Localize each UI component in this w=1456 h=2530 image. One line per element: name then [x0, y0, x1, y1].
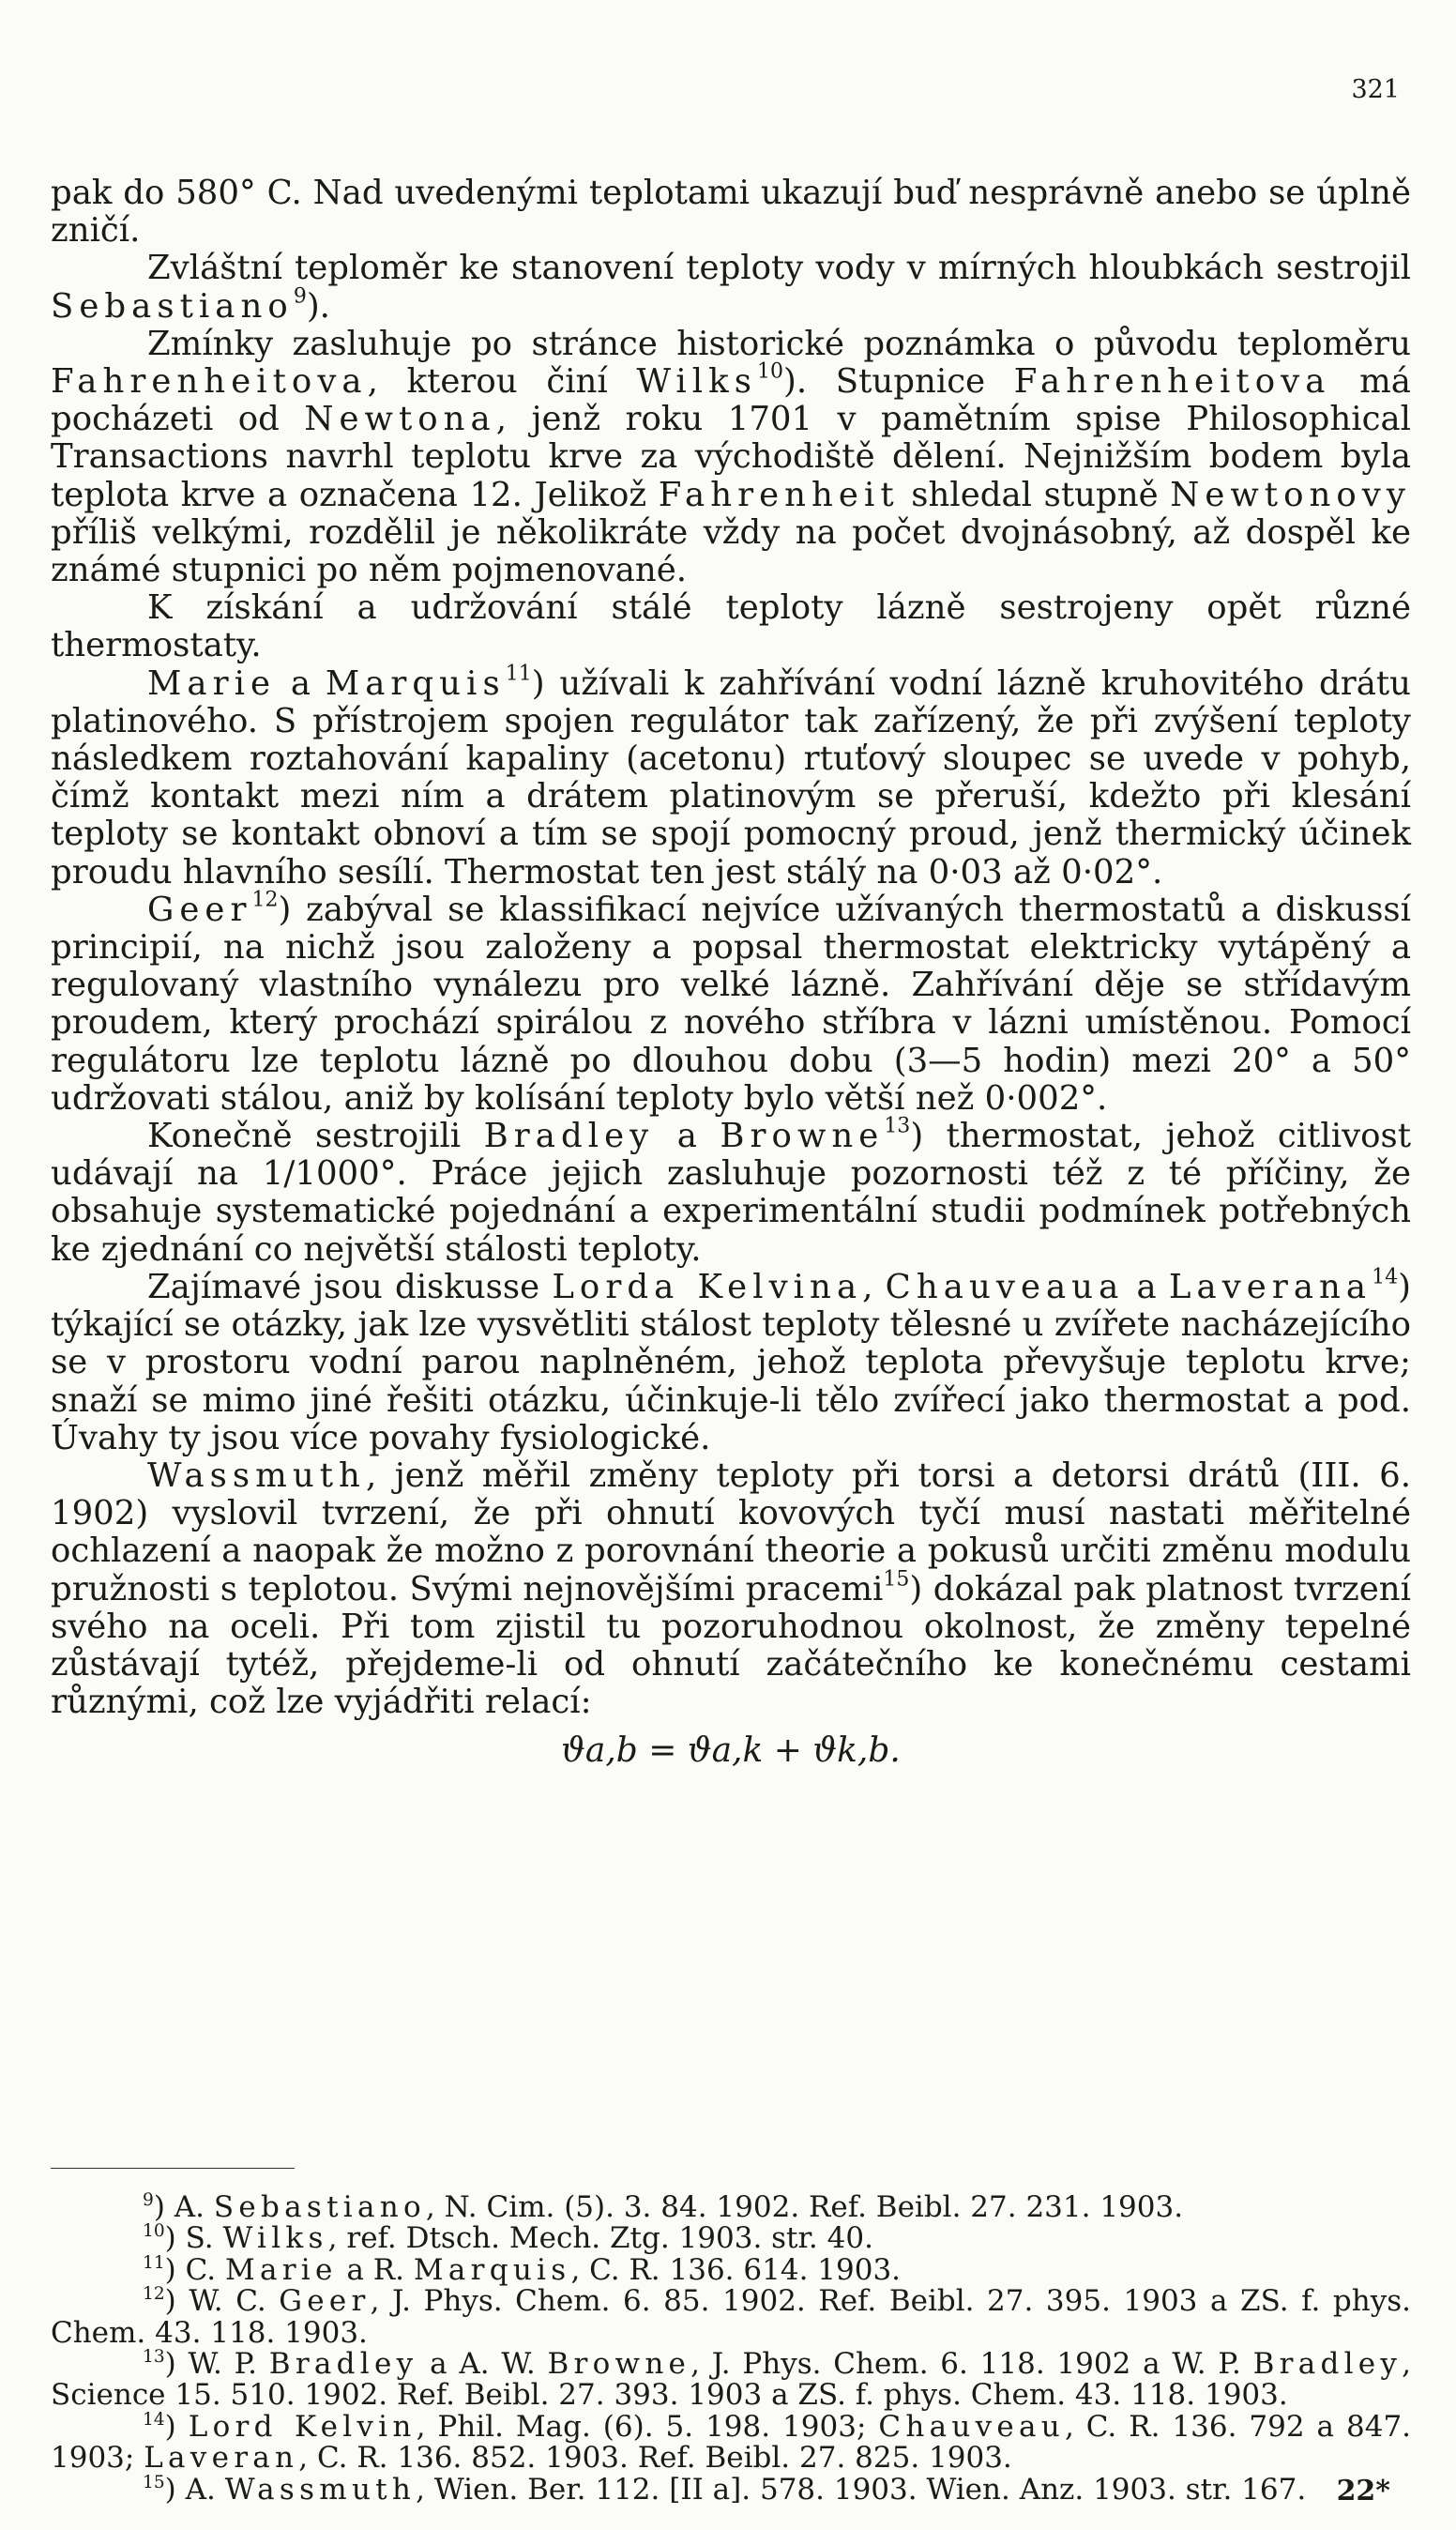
text-run: a — [654, 1117, 720, 1156]
page-number: 321 — [1351, 75, 1400, 104]
paragraph-p6 — [51, 888, 1411, 1118]
paragraph-p9 — [51, 1457, 1411, 1721]
spaced-name: Geer — [279, 2284, 371, 2319]
text-run: a R. — [337, 2252, 414, 2287]
spaced-name: Fahrenheitova — [1013, 362, 1331, 402]
text-run: W. P. — [188, 2347, 269, 2382]
footnote-11: $^{11}$) C. Marie a R. Marquis, C. R. 136. 614. 1903. — [143, 2252, 902, 2287]
footnote-number: 15 — [143, 2472, 165, 2492]
footnote-number: 9 — [143, 2189, 154, 2210]
text-run: , C. R. 136. 614. 1903. — [570, 2252, 902, 2287]
text-run: , ref. Dtsch. Mech. Ztg. 1903. str. 40. — [327, 2221, 873, 2256]
footnote-10: $^{10}$) S. Wilks, ref. Dtsch. Mech. Ztg. 1903. str. 40. — [143, 2221, 873, 2256]
text-run: , Phil. Mag. (6). 5. 198. 1903; — [416, 2409, 879, 2444]
formula: ϑa,b = ϑa,k + ϑk,b. — [561, 1731, 901, 1771]
footnote-ref: 10 — [756, 359, 783, 384]
paragraph-p4: K získání a udržování stálé teploty lázně sestrojeny opět různé thermostaty. — [51, 588, 1411, 665]
spaced-name: Wassmuth — [147, 1456, 366, 1495]
text-run: W. C. — [189, 2284, 280, 2319]
text-run: má pocházeti od — [51, 362, 1411, 439]
footnote-14: $^{14}$) Lord Kelvin, Phil. Mag. (6). 5. 198. 1903; Chauveau, C. R. 136. 792 a 847. 1903; Laveran, C. R. 136. 852. 1903. Ref. Beibl. 27. 825. 1903. — [51, 2409, 1412, 2476]
text-run: ) užívali k zahřívání vodní lázně kruhovitého drátu platinového. S přístrojem spojen regulátor tak zařízený, že při zvýšení teploty následkem roztahování kapaliny (acetonu) rtuťový sloupec se uvede v pohyb, čímž kontakt mezi ním a drátem platinovým se přeruší, kdežto při klesání teploty se kontakt obnoví a tím se spojí pomocný proud, jenž thermický účinek proudu hlavního sesílí. Thermostat ten jest stálý na 0·03 až 0·02°. — [51, 663, 1411, 892]
text-run: ) dokázal pak platnost tvrzení svého na oceli. Při tom zjistil tu pozoruhodnou okolnost, že změny tepelné zůstávají tytéž, přejdeme-li od ohnutí začátečního ke konečnému cestami různými, což lze vyjádřiti relací: — [51, 1569, 1411, 1722]
footnote-ref: 9 — [293, 284, 307, 309]
signature-mark: 22* — [1336, 2475, 1390, 2507]
text-run: , J. Phys. Chem. 6. 85. 1902. Ref. Beibl. 27. 395. 1903 a ZS. f. phys. Chem. 43. 118. 1903. — [51, 2284, 1412, 2350]
spaced-name: Laveran — [144, 2441, 299, 2476]
footnote-12: $^{12}$) W. C. Geer, J. Phys. Chem. 6. 85. 1902. Ref. Beibl. 27. 395. 1903 a ZS. f. phys. Chem. 43. 118. 1903. — [51, 2284, 1412, 2350]
footnote-number: 13 — [143, 2346, 165, 2367]
footnote-number: 14 — [143, 2409, 165, 2430]
text-run: Zvláštní teploměr ke stanovení teploty vody v mírných hloubkách sestrojil — [147, 249, 1411, 288]
footnote-ref: 11 — [505, 662, 532, 686]
text-run: ) týkající se otázky, jak lze vysvětliti stálost teploty tělesné u zvířete nacházejícího se v prostoru vodní parou naplněném, jehož teplota převyšuje teplotu krve; snaží se mimo jiné řešiti otázku, účinkuje-li tělo zvířecí jako thermostat a pod. Úvahy ty jsou více povahy fysiologické. — [51, 1267, 1411, 1457]
spaced-name: Browne — [547, 2347, 691, 2382]
spaced-name: Wilks — [222, 2221, 328, 2256]
text-run: a A. W. — [417, 2347, 548, 2382]
text-run: Konečně sestrojili — [147, 1117, 484, 1156]
paragraph-p5 — [51, 662, 1411, 892]
spaced-name: Newtona — [304, 400, 496, 439]
body-text — [51, 175, 1411, 1776]
spaced-name: Fahrenheit — [658, 475, 900, 514]
text-run: A. — [174, 2190, 214, 2224]
spaced-name: Marquis — [325, 663, 506, 703]
text-run: Zajímavé jsou diskusse — [147, 1267, 553, 1306]
footnote-number: 12 — [143, 2284, 165, 2305]
footnote-13: $^{13}$) W. P. Bradley a A. W. Browne, J. Phys. Chem. 6. 118. 1902 a W. P. Bradley, Science 15. 510. 1902. Ref. Beibl. 27. 393. 1903 a ZS. f. phys. Chem. 43. 118. 1903. — [51, 2346, 1412, 2413]
spaced-name: Sebastiano — [51, 286, 294, 326]
spaced-name: Wassmuth — [224, 2472, 417, 2507]
footnote-15: $^{15}$) A. Wassmuth, Wien. Ber. 112. [II a]. 578. 1903. Wien. Anz. 1903. str. 167. — [143, 2472, 1307, 2507]
spaced-name: Fahrenheitova — [51, 362, 368, 402]
spaced-name: Chauveaua — [885, 1267, 1125, 1306]
text-run: a — [1124, 1267, 1169, 1306]
text-run: ). — [306, 286, 330, 326]
spaced-name: Laverana — [1168, 1267, 1373, 1306]
text-run: , jenž roku 1701 v pamětním spise Philosophical Transactions navrhl teplotu krve za východiště dělení. Nejnižším bodem byla teplota krve a označena 12. Jelikož — [51, 400, 1411, 514]
spaced-name: Chauveau — [878, 2409, 1065, 2444]
text-run: , — [862, 1267, 886, 1306]
spaced-name: Lord Kelvin — [188, 2409, 417, 2444]
text-run: S. — [185, 2221, 223, 2256]
spaced-name: Geer — [147, 890, 252, 929]
paragraph-p2 — [51, 250, 1411, 325]
footnote-ref: 13 — [884, 1114, 911, 1138]
footnote-ref: 15 — [883, 1567, 910, 1592]
text-run: shledal stupně — [899, 475, 1171, 514]
text-run: , N. Cim. (5). 3. 84. 1902. Ref. Beibl. 27. 231. 1903. — [425, 2190, 1184, 2224]
text-run: a — [276, 663, 326, 703]
text-run: ). Stupnice — [782, 362, 1014, 402]
text-run: , Science 15. 510. 1902. Ref. Beibl. 27. 393. 1903 a ZS. f. phys. Chem. 43. 118. 1903. — [51, 2347, 1412, 2413]
text-run: A. — [185, 2472, 225, 2507]
spaced-name: Marie — [147, 663, 277, 703]
text-run: příliš velkými, rozdělil je několikráte vždy na počet dvojnásobný, až dospěl ke známé stupnici po něm pojmenované. — [51, 512, 1411, 590]
text-run: ) zabýval se klassifikací nejvíce užívaných thermostatů a diskussí principií, na nichž jsou založeny a popsal thermostat elektricky vytápěný a regulovaný vlastního vynálezu pro velké lázně. Zahřívání děje se střídavým proudem, který prochází spirálou z nového stříbra v lázni umístěnou. Pomocí regulátoru lze teplotu lázně po dlouhou dobu (3—5 hodin) mezi 20° a 50° udržovati stálou, aniž by kolísání teploty bylo větší než 0·002°. — [51, 890, 1411, 1118]
text-run: ) thermostat, jehož citlivost udávají na 1/1000°. Práce jejich zasluhuje pozornosti též z té příčiny, že obsahuje systematické pojednání a experimentální studii podmínek potřebných ke zjednání co největší stálosti teploty. — [51, 1117, 1412, 1269]
footnote-9: $^9$) A. Sebastiano, N. Cim. (5). 3. 84. 1902. Ref. Beibl. 27. 231. 1903. — [143, 2189, 1184, 2224]
spaced-name: Lorda Kelvina — [552, 1267, 863, 1306]
spaced-name: Bradley — [1252, 2347, 1403, 2382]
footnote-number: 10 — [143, 2221, 165, 2242]
spaced-name: Sebastiano — [213, 2190, 426, 2224]
footnote-number: 11 — [143, 2252, 165, 2273]
paragraph-p1: pak do 580° C. Nad uvedenými teplotami ukazují buď nesprávně anebo se úplně zničí. — [51, 174, 1411, 251]
footnotes — [51, 2189, 1412, 2507]
paragraph-p7 — [51, 1114, 1412, 1269]
spaced-name: Bradley — [483, 1117, 655, 1156]
paragraph-p3 — [51, 326, 1411, 589]
text-run: , C. R. 136. 792 a 847. 1903; — [51, 2409, 1412, 2476]
footnote-divider — [51, 2168, 295, 2169]
spaced-name: Wilks — [636, 362, 757, 402]
spaced-name: Newtonovy — [1170, 475, 1411, 514]
footnote-ref: 12 — [251, 888, 279, 912]
spaced-name: Bradley — [268, 2347, 418, 2382]
text-run: , Wien. Ber. 112. [II a]. 578. 1903. Wien. Anz. 1903. str. 167. — [416, 2472, 1307, 2507]
spaced-name: Marquis — [413, 2252, 571, 2287]
text-run: , kterou činí — [367, 362, 637, 402]
text-run: C. — [185, 2252, 225, 2287]
text-run: Zmínky zasluhuje po stránce historické poznámka o původu teploměru — [147, 324, 1411, 363]
spaced-name: Browne — [720, 1117, 885, 1156]
spaced-name: Marie — [224, 2252, 338, 2287]
paragraph-p8 — [51, 1265, 1411, 1457]
footnote-ref: 14 — [1372, 1265, 1399, 1289]
text-run: , jenž měřil změny teploty při torsi a detorsi drátů (III. 6. 1902) vyslovil tvrzení, že při ohnutí kovových tyčí musí nastati měřitelné ochlazení a naopak že možno z porovnání theorie a pokusů určiti změnu modulu pružnosti s teplotou. Svými nejnovějšími pracemi — [51, 1456, 1411, 1608]
text-run: , C. R. 136. 852. 1903. Ref. Beibl. 27. 825. 1903. — [298, 2441, 1012, 2476]
text-run: , J. Phys. Chem. 6. 118. 1902 a W. P. — [690, 2347, 1253, 2382]
